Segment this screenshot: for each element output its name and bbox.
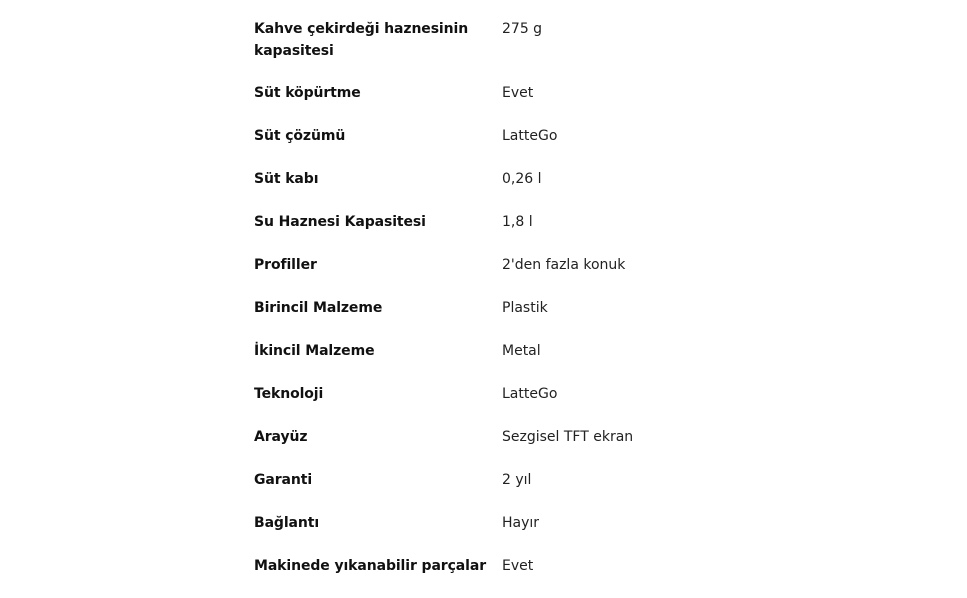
spec-row-interface xyxy=(254,426,734,448)
spec-row-water-tank xyxy=(254,211,734,233)
spec-value: 275 g xyxy=(502,21,543,37)
spec-value: 1,8 l xyxy=(502,214,533,230)
specifications-table xyxy=(254,18,734,598)
spec-row-milk-frothing xyxy=(254,82,734,104)
spec-row-profiles xyxy=(254,254,734,276)
spec-row-dishwasher-safe xyxy=(254,555,734,577)
spec-value: Evet xyxy=(502,558,534,574)
spec-row-milk-solution xyxy=(254,125,734,147)
spec-label: Arayüz xyxy=(254,429,308,445)
spec-label: Bağlantı xyxy=(254,515,320,531)
spec-row-milk-container xyxy=(254,168,734,190)
spec-value: 2 yıl xyxy=(502,472,532,488)
spec-value: Metal xyxy=(502,343,541,359)
spec-value: 0,26 l xyxy=(502,171,542,187)
spec-row-bean-capacity xyxy=(254,18,734,62)
spec-row-secondary-material xyxy=(254,340,734,362)
spec-label: Birincil Malzeme xyxy=(254,300,383,316)
spec-label: Profiller xyxy=(254,257,317,273)
spec-value: 2'den fazla konuk xyxy=(502,257,626,273)
spec-value: Plastik xyxy=(502,300,548,316)
spec-value: Sezgisel TFT ekran xyxy=(502,429,634,445)
spec-label: Süt köpürtme xyxy=(254,85,361,101)
spec-value: Evet xyxy=(502,85,534,101)
spec-label: Süt kabı xyxy=(254,171,319,187)
spec-label: Kahve çekirdeği haznesinin kapasitesi xyxy=(254,21,469,59)
spec-value: LatteGo xyxy=(502,128,558,144)
spec-label: İkincil Malzeme xyxy=(254,343,375,359)
spec-label: Garanti xyxy=(254,472,313,488)
spec-label: Teknoloji xyxy=(254,386,324,402)
spec-row-warranty xyxy=(254,469,734,491)
spec-row-connectivity xyxy=(254,512,734,534)
spec-label: Süt çözümü xyxy=(254,128,346,144)
spec-value: LatteGo xyxy=(502,386,558,402)
spec-value: Hayır xyxy=(502,515,540,531)
spec-label: Makinede yıkanabilir parçalar xyxy=(254,558,487,574)
spec-row-technology xyxy=(254,383,734,405)
spec-row-primary-material xyxy=(254,297,734,319)
spec-label: Su Haznesi Kapasitesi xyxy=(254,214,426,230)
